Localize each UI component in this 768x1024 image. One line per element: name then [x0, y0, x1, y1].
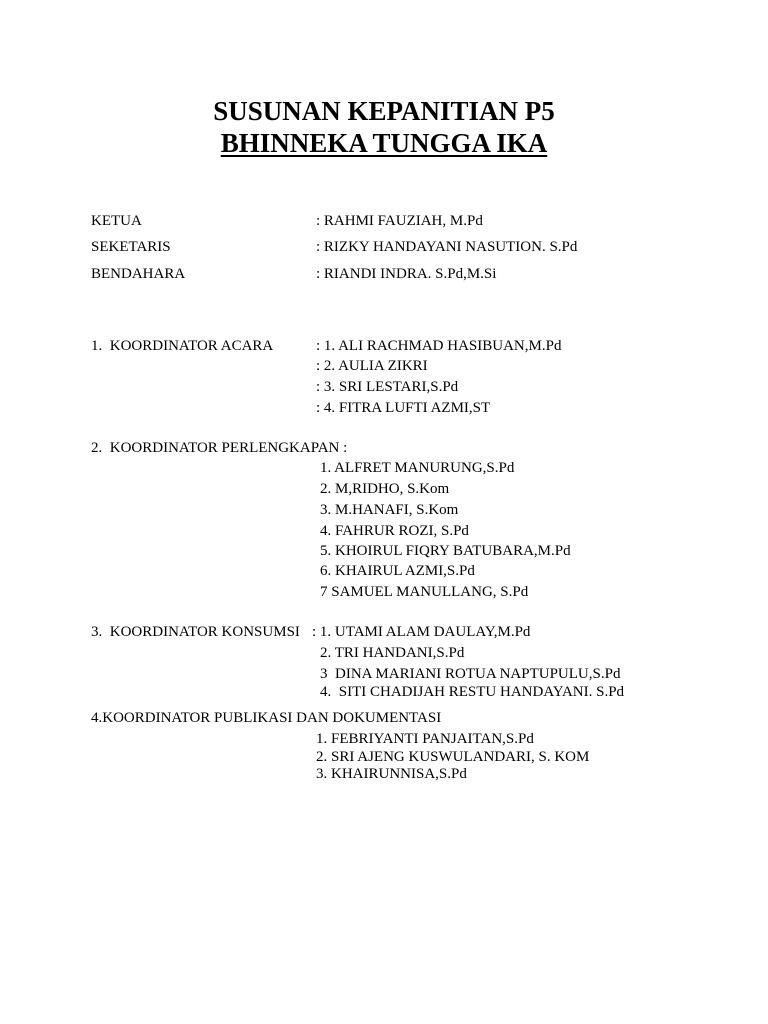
member-item: 3. M.HANAFI, S.Kom: [320, 502, 459, 518]
document-subtitle: BHINNEKA TUNGGA IKA: [220, 128, 548, 158]
member-item: 7 SAMUEL MANULLANG, S.Pd: [320, 584, 529, 600]
member-item: : 3. SRI LESTARI,S.Pd: [316, 379, 459, 395]
member-item: 1. ALFRET MANURUNG,S.Pd: [320, 460, 515, 476]
officer-name-ketua: : RAHMI FAUZIAH, M.Pd: [316, 213, 483, 229]
member-item: 2. SRI AJENG KUSWULANDARI, S. KOM: [316, 749, 590, 765]
member-item: 3 DINA MARIANI ROTUA NAPTUPULU,S.Pd: [320, 666, 621, 682]
section-heading-konsumsi: 3. KOORDINATOR KONSUMSI: [91, 624, 300, 640]
member-item: : 4. FITRA LUFTI AZMI,ST: [316, 400, 491, 416]
member-item: 2. M,RIDHO, S.Kom: [320, 481, 450, 497]
member-item: 3. KHAIRUNNISA,S.Pd: [316, 766, 467, 782]
member-item: 4. SITI CHADIJAH RESTU HANDAYANI. S.Pd: [320, 684, 625, 700]
member-item: : 1. ALI RACHMAD HASIBUAN,M.Pd: [316, 338, 562, 354]
section-heading-perlengkapan: 2. KOORDINATOR PERLENGKAPAN :: [91, 440, 348, 456]
member-item: 1. FEBRIYANTI PANJAITAN,S.Pd: [316, 731, 534, 747]
member-item: : 1. UTAMI ALAM DAULAY,M.Pd: [312, 624, 531, 640]
officer-role-sekretaris: SEKETARIS: [91, 239, 171, 255]
member-item: 6. KHAIRUL AZMI,S.Pd: [320, 563, 475, 579]
member-item: 5. KHOIRUL FIQRY BATUBARA,M.Pd: [320, 543, 571, 559]
section-heading-acara: 1. KOORDINATOR ACARA: [91, 338, 274, 354]
officer-role-ketua: KETUA: [91, 213, 142, 229]
officer-role-bendahara: BENDAHARA: [91, 266, 186, 282]
officer-name-sekretaris: : RIZKY HANDAYANI NASUTION. S.Pd: [316, 239, 578, 255]
document-title: SUSUNAN KEPANITIAN P5: [213, 96, 555, 126]
member-item: 4. FAHRUR ROZI, S.Pd: [320, 523, 469, 539]
member-item: 2. TRI HANDANI,S.Pd: [320, 645, 465, 661]
member-item: : 2. AULIA ZIKRI: [316, 358, 428, 374]
officer-name-bendahara: : RIANDI INDRA. S.Pd,M.Si: [316, 266, 497, 282]
section-heading-publikasi: 4.KOORDINATOR PUBLIKASI DAN DOKUMENTASI: [91, 710, 442, 726]
